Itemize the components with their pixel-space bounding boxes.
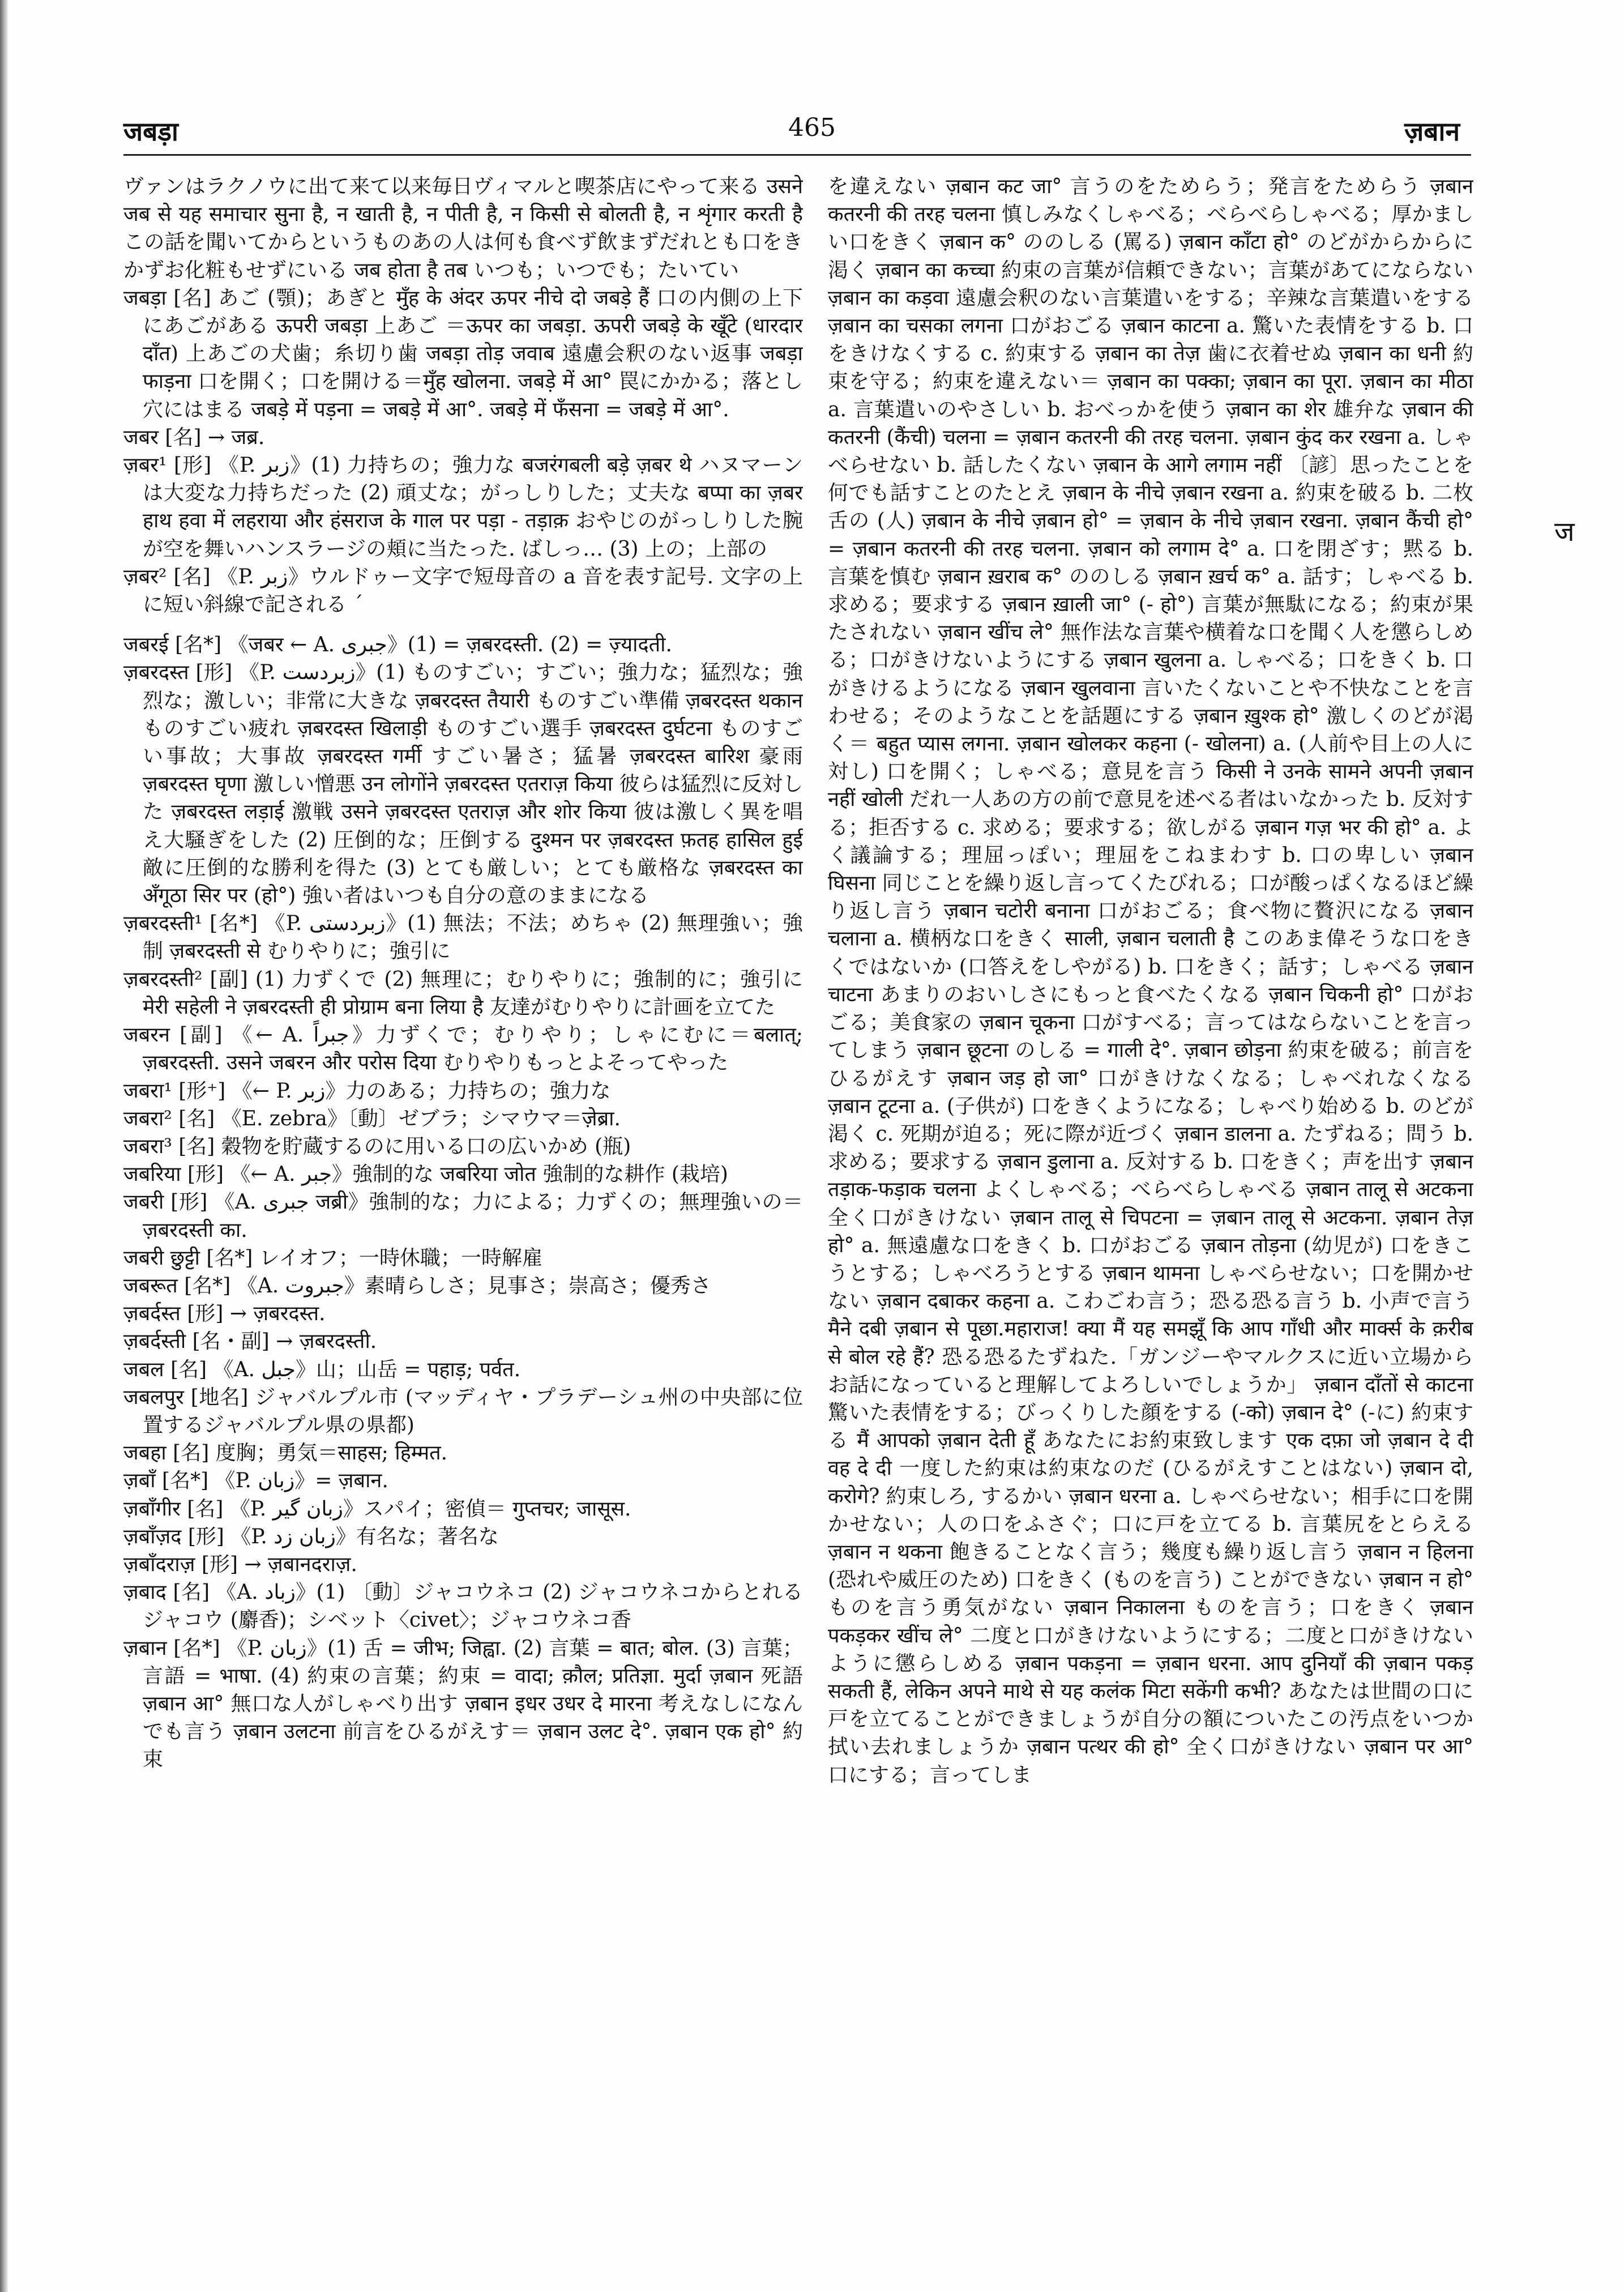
dictionary-entry: जबरा² [名] 《E. zebra》〔動〕ゼブラ；シマウマ＝ज़ेब्रा. — [123, 1107, 621, 1130]
dictionary-entry: を違えない ज़बान कट जा° 言うのをためらう；発言をためらう ज़बान कतरनी की तरह चलना 慎しみなくしゃべる；べらべらしゃべる；厚かましい口をきく ज़बान क° ののしる (罵る) ज़बान काँटा हो° のどがからからに渇く ज़बान का कच्चा 約束の言葉が信頼できない；言葉があてにならない ज़बान का कड़वा 遠慮会釈のない言葉遣いをする；辛辣な言葉遣いをする ज़बान का चसका लगना 口がおごる ज़बान काटना a. 驚いた表情をする b. 口をきけなくする c. 約束する ज़बान का तेज़ 歯に衣着せぬ ज़बान का धनी 約束を守る；約束を違えない＝ ज़बान का पक्का; ज़बान का पूरा. ज़बान का मीठा a. 言葉遣いのやさしい b. おべっかを使う ज़बान का शेर 雄弁な ज़बान की कतरनी (कैंची) चलना = ज़बान कतरनी की तरह चलना. ज़बान कुंद कर रखना a. しゃべらせない b. 話したくない ज़बान के आगे लगाम नहीं 〔諺〕思ったことを何でも話すことのたとえ ज़बान के नीचे ज़बान रखना a. 約束を破る b. 二枚舌の (人) ज़बान के नीचे ज़बान हो° = ज़बान के नीचे ज़बान रखना. ज़बान कैंची हो° = ज़बान कतरनी की तरह चलना. ज़बान को लगाम दे° a. 口を閉ざす；黙る b. 言葉を慎む ज़बान ख़राब क° ののしる ज़बान ख़र्च क° a. 話す；しゃべる b. 求める；要求する ज़बान ख़ाली जा° (- हो°) 言葉が無駄になる；約束が果たされない ज़बान खींच ले° 無作法な言葉や横着な口を聞く人を懲らしめる；口がきけないようにする ज़बान खुलना a. しゃべる；口をきく b. 口がきけるようになる ज़बान खुलवाना 言いたくないことや不快なことを言わせる；そのようなことを話題にする ज़बान ख़ुश्क हो° 激しくのどが渇く＝ बहुत प्यास लगना. ज़बान खोलकर कहना (- खोलना) a. (人前や目上の人に対し) 口を開く；しゃべる；意見を言う किसी ने उनके सामने अपनी ज़बान नहीं खोली だれ一人あの方の前で意見を述べる者はいなかった b. 反対する；拒否する c. 求める；要求する；欲しがる ज़बान गज़ भर की हो° a. よく議論する；理屈っぽい；理屈をこねまわす b. 口の卑しい ज़बान घिसना 同じことを繰り返し言ってくたびれる；口が酸っぱくなるほど繰り返し言う ज़बान चटोरी बनाना 口がおごる；食べ物に贅沢になる ज़बान चलाना a. 横柄な口をきく साली, ज़बान चलाती है このあま偉そうな口をきくではないか (口答えをしやがる) b. 口をきく；話す；しゃべる ज़बान चाटना あまりのおいしさにもっと食べたくなる ज़बान चिकनी हो° 口がおごる；美食家の ज़बान चूकना 口がすべる；言ってはならないことを言ってしまう ज़बान छूटना のしる = गाली दे°. ज़बान छोड़ना 約束を破る；前言をひるがえす ज़बान जड़ हो जा° 口がきけなくなる；しゃべれなくなる ज़बान टूटना a. (子供が) 口をきくようになる；しゃべり始める b. のどが渇く c. 死期が迫る；死に際が近づく ज़बान डालना a. たずねる；問う b. 求める；要求する ज़बान डुलाना a. 反対する b. 口をきく；声を出す ज़बान तड़ाक-फड़ाक चलना よくしゃべる；べらべらしゃべる ज़बान तालू से अटकना 全く口がきけない ज़बान तालू से चिपटना = ज़बान तालू से अटकना. ज़बान तेज़ हो° a. 無遠慮な口をきく b. 口がおごる ज़बान तोड़ना (幼児が) 口をきこうとする；しゃべろうとする ज़बान थामना しゃべらせない；口を開かせない ज़बान दबाकर कहना a. こわごわ言う；恐る恐る言う b. 小声で言う मैने दबी ज़बान से पूछा.महाराज! क्या मैं यह समझूँ कि आप गाँधी और मार्क्स के क़रीब से बोल रहे हैं? 恐る恐るたずねた.「ガンジーやマルクスに近い立場からお話になっていると理解してよろしいでしょうか」 ज़बान दाँतों से काटना 驚いた表情をする；びっくりした顔をする (-को) ज़बान दे° (-に) 約束する मैं आपको ज़बान देती हूँ あなたにお約束致します एक दफ़ा जो ज़बान दे दी वह दे दी 一度した約束は約束なのだ (ひるがえすことはない) ज़बान दो, करोगे? 約束しろ, するかい ज़बान धरना a. しゃべらせない；相手に口を開かせない；人の口をふさぐ；口に戸を立てる b. 言葉尻をとらえる ज़बान न थकना 飽きることなく言う；幾度も繰り返し言う ज़बान न हिलना (恐れや威圧のため) 口をきく (ものを言う) ことができない ज़बान न हो° ものを言う勇気がない ज़बान निकालना ものを言う；口をきく ज़बान पकड़कर खींच ले° 二度と口がきけないようにする；二度と口がきけないように懲らしめる ज़बान पकड़ना = ज़बान धरना. आप दुनियाँ की ज़बान पकड़ सकती हैं, लेकिन अपने माथे से यह कलंक मिटा सकेंगी कभी? あなたは世間の口に戸を立てることができましょうが自分の額についたこの汚点をいつか拭い去れましょうか ज़बान पत्थर की हो° 全く口がきけない ज़बान पर आ° 口にする；言ってしま — [828, 175, 1473, 1787]
dictionary-entry: ज़बाँज़द [形] 《P. زبان زد》有名な；著名な — [123, 1525, 499, 1548]
dictionary-entry: जबरी [形] 《A. جبری जब्री》強制的な；力による；力ずくの；無理強いの＝ ज़बरदस्ती का. — [123, 1190, 803, 1242]
dictionary-entry: जबरन [副] 《← A. جبراً》力ずくで；むりやり；しゃにむに＝बलात्; ज़बरदस्ती. उसने जबरन और परोस दिया むりやりもっとよそってやった — [123, 1023, 803, 1075]
left-column — [123, 173, 803, 2246]
header-right-guideword: ज़बान — [1404, 116, 1460, 147]
dictionary-entry: ज़बर² [名] 《P. زبر》ウルドゥー文字で短母音の a 音を表す記号. 文字の上に短い斜線で記される ˊ — [123, 565, 803, 617]
dictionary-entry: जबरा³ [名] 穀物を貯蔵するのに用いる口の広いかめ (瓶) — [123, 1134, 631, 1158]
header-left-guideword: जबड़ा — [123, 116, 178, 147]
dictionary-entry: जबरूत [名*] 《A. جبروت》素晴らしさ；見事さ；崇高さ；優秀さ — [123, 1274, 711, 1297]
dictionary-entry: जबड़ा [名] あご (顎)；あぎと मुँह के अंदर ऊपर नीचे दो जबड़े हैं 口の内側の上下にあごがある ऊपरी जबड़ा 上あご ＝ऊपर का जबड़ा. ऊपरी जबड़े के खूँटे (धारदार दाँत) 上あごの犬歯；糸切り歯 जबड़ा तोड़ जवाब 遠慮会釈のない返事 जबड़ा फाड़ना 口を開く；口を開ける＝मुँह खोलना. जबड़े में आ° 罠にかかる；落とし穴にはまる जबड़े में पड़ना = जबड़े में आ°. जबड़े में फँसना = जबड़े में आ°. — [123, 286, 803, 421]
page-spine-shadow — [0, 0, 8, 2292]
dictionary-entry: ヴァンはラクノウに出て来て以来毎日ヴィマルと喫茶店にやって来る उसने जब से यह समाचार सुना है, न खाती है, न पीती है, न किसी से बोलती है, न शृंगार करती है この話を聞いてからというものあの人は何も食べず飲まずだれとも口をきかずお化粧もせずにいる जब होता है तब いつも；いつでも；たいてい — [123, 175, 803, 282]
dictionary-entry: ज़बाँदराज़ [形] → ज़बानदराज़. — [123, 1552, 357, 1576]
dictionary-entry: ज़बर्दस्त [形] → ज़बरदस्त. — [123, 1302, 326, 1326]
dictionary-entry: ज़बाद [名] 《A. زباد》(1) 〔動〕ジャコウネコ (2) ジャコウネコからとれるジャコウ (麝香)；シベット〈civet〉；ジャコウネコ香 — [123, 1581, 803, 1632]
dictionary-entry: ज़बरदस्ती² [副] (1) 力ずくで (2) 無理に；むりやりに；強制的に；強引に मेरी सहेली ने ज़बरदस्ती ही प्रोग्राम बना लिया है 友達がむりやりに計画を立てた — [123, 967, 803, 1019]
thumb-index-letter: ज — [1554, 516, 1575, 548]
entry-gap — [123, 618, 803, 631]
dictionary-entry: ज़बरदस्ती¹ [名*] 《P. زبردستی》(1) 無法；不法；めちゃ (2) 無理強い；強制 ज़बरदस्ती से むりやりに；強引に — [123, 912, 803, 963]
dictionary-entry: ज़बर¹ [形] 《P. زبر》(1) 力持ちの；強力な बजरंगबली बड़े ज़बर थे ハヌマーンは大変な力持ちだった (2) 頑丈な；がっしりした；丈夫な बप्पा का ज़बर हाथ हवा में लहराया और हंसराज के गाल पर पड़ा - तड़ाक़ おやじのがっしりした腕が空を舞いハンスラージの頬に当たった. ばしっ… (3) 上の；上部の — [123, 454, 803, 561]
dictionary-entry: जबरा¹ [形⁺] 《← P. زبر》力のある；力持ちの；強力な — [123, 1079, 611, 1103]
header-rule — [123, 154, 1471, 156]
dictionary-entry: जबर [名] → जब्र. — [123, 425, 265, 449]
dictionary-entry: जबरी छुट्टी [名*] レイオフ；一時休職；一時解雇 — [123, 1246, 542, 1270]
dictionary-entry: जबलपुर [地名] ジャバルプル市 (マッディヤ・プラデーシュ州の中央部に位置するジャバルプル県の県都) — [123, 1385, 803, 1437]
dictionary-entry: जबरिया [形] 《← A. جبر》強制的な जबरिया जोत 強制的な耕作 (栽培) — [123, 1163, 728, 1186]
dictionary-entry: ज़बान [名*] 《P. زبان》(1) 舌 = जीभ; जिह्वा. (2) 言葉 = बात; बोल. (3) 言葉；言語 = भाषा. (4) 約束の言葉；約束 = वादा; क़ौल; प्रतिज्ञा. मुर्दा ज़बान 死語 ज़बान आ° 無口な人がしゃべり出す ज़बान इधर उधर दे मारना 考えなしになんでも言う ज़बान उलटना 前言をひるがえす＝ ज़बान उलट दे°. ज़बान एक हो° 約束 — [123, 1636, 803, 1772]
dictionary-entry: ज़बाँ [名*] 《P. زبان》= ज़बान. — [123, 1469, 388, 1493]
dictionary-entry: ज़बर्दस्ती [名・副] → ज़बरदस्ती. — [123, 1330, 377, 1354]
page-number: 465 — [788, 113, 836, 142]
dictionary-entry: ज़बरदस्त [形] 《P. زبردست》(1) ものすごい；すごい；強力な；猛烈な；強烈な；激しい；非常に大きな ज़बरदस्त तैयारी ものすごい準備 ज़बरदस्त थकान ものすごい疲れ ज़बरदस्त खिलाड़ी ものすごい選手 ज़बरदस्त दुर्घटना ものすごい事故；大事故 ज़बरदस्त गर्मी すごい暑さ；猛暑 ज़बरदस्त बारिश 豪雨 ज़बरदस्त घृणा 激しい憎悪 उन लोगोंने ज़बरदस्त एतराज़ किया 彼らは猛烈に反対した ज़बरदस्त लड़ाई 激戦 उसने ज़बरदस्त एतराज़ और शोर किया 彼は激しく異を唱え大騒ぎをした (2) 圧倒的な；圧倒する दुश्मन पर ज़बरदस्त फ़तह हासिल हुई 敵に圧倒的な勝利を得た (3) とても厳しい；とても厳格な ज़बरदस्त का अँगूठा सिर पर (हो°) 強い者はいつも自分の意のままになる — [123, 661, 803, 908]
dictionary-entry: ज़बाँगीर [名] 《P. زبان گیر》スパイ；密偵＝ गुप्तचर; जासूस. — [123, 1497, 631, 1521]
dictionary-entry: जबल [名] 《A. جبل》山；山岳 = पहाड़; पर्वत. — [123, 1358, 521, 1381]
dictionary-entry: जबरई [名*] 《जबर ← A. جبری》(1) = ज़बरदस्ती. (2) = ज़्यादती. — [123, 633, 672, 657]
right-column — [828, 173, 1473, 2246]
dictionary-entry: जबहा [名] 度胸；勇気＝साहस; हिम्मत. — [123, 1441, 448, 1465]
